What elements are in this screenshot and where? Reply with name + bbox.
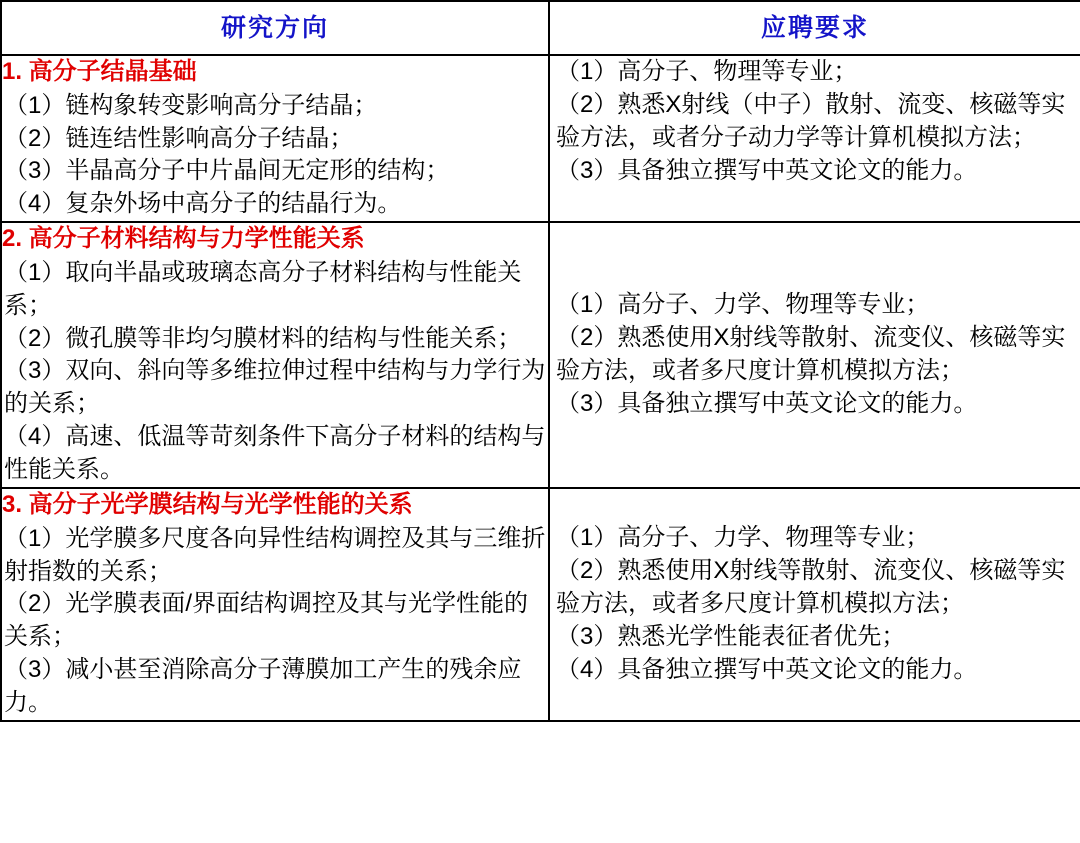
direction-item: （1）链构象转变影响高分子结晶；: [4, 91, 378, 119]
table-header-row: [1, 1, 1080, 55]
column-header-direction: 研究方向: [1, 1, 549, 55]
direction-item: （3）减小甚至消除高分子薄膜加工产生的残余应力。: [4, 656, 522, 717]
requirement-cell-3: [549, 488, 1080, 721]
direction-items-3: [2, 523, 548, 720]
table-row: [1, 222, 1080, 488]
requirement-cell-1: [549, 55, 1080, 222]
direction-item: （4）高速、低温等苛刻条件下高分子材料的结构与性能关系。: [4, 423, 546, 484]
table-row: [1, 488, 1080, 721]
column-header-requirement: 应聘要求: [549, 1, 1080, 55]
direction-heading-1: 1. 高分子结晶基础: [2, 58, 197, 85]
direction-item: （3）双向、斜向等多维拉伸过程中结构与力学行为的关系；: [4, 357, 546, 418]
requirement-item: （4）具备独立撰写中英文论文的能力。: [556, 655, 978, 683]
direction-item: （1）取向半晶或玻璃态高分子材料结构与性能关系；: [4, 258, 522, 319]
direction-cell-2: [1, 222, 549, 488]
requirement-items-3: [550, 522, 1080, 686]
table-header: [1, 1, 1080, 55]
requirement-item: （2）熟悉X射线（中子）散射、流变、核磁等实验方法，或者分子动力学等计算机模拟方法；: [556, 90, 1066, 151]
requirement-item: （1）高分子、力学、物理等专业；: [556, 291, 930, 319]
table-row: [1, 55, 1080, 222]
requirement-item: （2）熟悉使用X射线等散射、流变仪、核磁等实验方法，或者多尺度计算机模拟方法；: [556, 324, 1066, 385]
table-body: [1, 55, 1080, 721]
requirement-cell-2: [549, 222, 1080, 488]
requirement-item: （1）高分子、物理等专业；: [556, 58, 858, 85]
requirement-item: （2）熟悉使用X射线等散射、流变仪、核磁等实验方法，或者多尺度计算机模拟方法；: [556, 557, 1066, 617]
direction-heading-2: 2. 高分子材料结构与力学性能关系: [2, 225, 365, 253]
direction-items-1: [2, 90, 548, 222]
requirement-item: （3）具备独立撰写中英文论文的能力。: [556, 389, 978, 417]
direction-heading-3: 3. 高分子光学膜结构与光学性能的关系: [2, 490, 413, 518]
requirement-items-2: [550, 289, 1080, 421]
requirement-item: （3）熟悉光学性能表征者优先；: [556, 622, 906, 650]
direction-item: （2）链连结性影响高分子结晶；: [4, 124, 354, 152]
direction-item: （3）半晶高分子中片晶间无定形的结构；: [4, 157, 450, 185]
direction-item: （4）复杂外场中高分子的结晶行为。: [4, 190, 402, 218]
requirement-item: （3）具备独立撰写中英文论文的能力。: [556, 156, 978, 184]
requirement-items-1: [550, 56, 1080, 188]
direction-items-2: [2, 257, 548, 487]
direction-item: （1）光学膜多尺度各向异性结构调控及其与三维折射指数的关系；: [4, 524, 546, 585]
requirement-item: （1）高分子、力学、物理等专业；: [556, 524, 930, 552]
direction-item: （2）光学膜表面/界面结构调控及其与光学性能的关系；: [4, 590, 529, 651]
direction-cell-3: [1, 488, 549, 721]
direction-cell-1: [1, 55, 549, 222]
direction-item: （2）微孔膜等非均匀膜材料的结构与性能关系；: [4, 324, 522, 352]
